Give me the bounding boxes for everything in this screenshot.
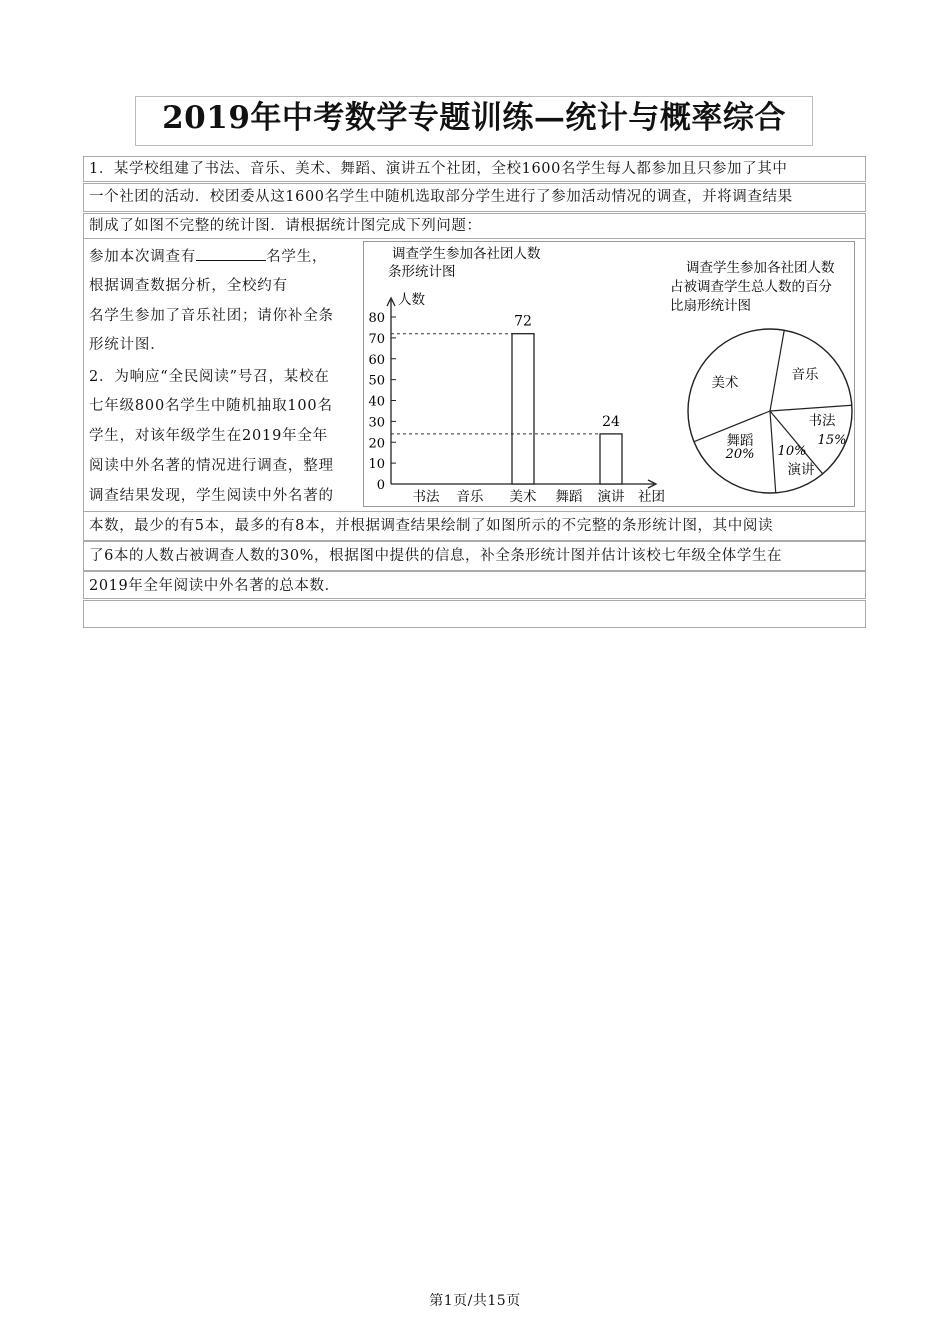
bar-category-label: 书法 <box>412 489 440 505</box>
q2-side-3: 学生，对该年级学生在2019年全年 <box>89 428 328 444</box>
bar-xlabel: 社团 <box>638 489 665 505</box>
pie-label-音乐: 音乐 <box>791 367 819 383</box>
bar-category-label: 演讲 <box>597 489 625 505</box>
pie-label-演讲: 演讲 <box>787 462 815 478</box>
page-footer: 第1页/共15页 <box>429 1293 521 1309</box>
pie-percent-舞蹈: 20% <box>725 447 755 462</box>
bar-y-tick-label: 50 <box>368 373 385 389</box>
pie-label-舞蹈: 舞蹈 <box>726 433 754 449</box>
bar-ticks <box>368 311 396 493</box>
pie-label-美术: 美术 <box>711 375 739 391</box>
bar-y-tick-label: 80 <box>368 311 385 326</box>
q1-side-1-post: 名学生， <box>266 249 328 265</box>
bar-category-label: 音乐 <box>456 489 484 505</box>
chart-svg <box>364 242 854 506</box>
q1-side-1-pre: 参加本次调查有 <box>89 249 197 265</box>
pie-title-line-2: 占被调查学生总人数的百分 <box>670 279 832 295</box>
bar-y-tick-label: 0 <box>376 478 385 493</box>
q2-line-1: 本数，最少的有5本，最多的有8本，并根据调查结果绘制了如图所示的不完整的条形统计图，其中阅读 <box>83 511 866 541</box>
bar-y-tick-label: 40 <box>368 394 385 410</box>
pie-chart <box>688 329 852 493</box>
bar-category-label: 舞蹈 <box>555 489 583 505</box>
bar-title-line-2: 条形统计图 <box>388 264 456 280</box>
q2-side-1: 2．为响应“全民阅读”号召，某校在 <box>89 369 330 385</box>
bar-演讲 <box>600 434 622 484</box>
bar-y-tick-label: 20 <box>368 436 385 452</box>
pie-percent-书法: 15% <box>817 433 847 448</box>
answer-blank[interactable] <box>196 244 266 261</box>
chart-figure <box>363 241 855 507</box>
q2-side-2: 七年级800名学生中随机抽取100名 <box>89 398 333 414</box>
bar-category-label: 美术 <box>509 489 537 505</box>
pie-title-line-1: 调查学生参加各社团人数 <box>686 260 835 276</box>
bar-y-tick-label: 10 <box>368 457 385 473</box>
bar-data-label: 72 <box>514 313 532 330</box>
q1-side-2: 根据调查数据分析，全校约有 <box>89 278 288 294</box>
bar-y-tick-label: 30 <box>368 415 385 431</box>
bar-y-tick-label: 70 <box>368 331 385 347</box>
pie-title-line-3: 比扇形统计图 <box>670 298 751 314</box>
pie-label-书法: 书法 <box>808 413 836 429</box>
q2-side-5: 调查结果发现，学生阅读中外名著的 <box>89 488 334 504</box>
bar-data-label: 24 <box>602 413 620 430</box>
page-title: 2019年中考数学专题训练—统计与概率综合 <box>162 100 786 136</box>
q1-line-2: 一个社团的活动．校团委从这1600名学生中随机选取部分学生进行了参加活动情况的调查，并将调查结果 <box>83 183 866 212</box>
bar-title-line-1: 调查学生参加各社团人数 <box>392 246 541 262</box>
bar-美术 <box>512 334 534 484</box>
q1-side-4: 形统计图． <box>89 337 166 353</box>
bar-categories <box>413 488 626 505</box>
q1-line-3: 制成了如图不完整的统计图．请根据统计图完成下列问题： <box>83 213 866 239</box>
q1-side-1 <box>89 242 327 272</box>
q1-line-1: 1．某学校组建了书法、音乐、美术、舞蹈、演讲五个社团，全校1600名学生每人都参加且只参加了其中 <box>83 156 866 182</box>
bar-marks <box>391 314 622 484</box>
bar-ylabel: 人数 <box>398 292 425 308</box>
q1-side-3: 名学生参加了音乐社团；请你补全条 <box>89 308 334 324</box>
pie-percent-演讲: 10% <box>777 444 807 459</box>
q2-line-3: 2019年全年阅读中外名著的总本数． <box>83 571 866 599</box>
answer-area <box>83 600 866 628</box>
q2-side-4: 阅读中外名著的情况进行调查，整理 <box>89 458 334 474</box>
q2-line-2: 了6本的人数占被调查人数的30%，根据图中提供的信息，补全条形统计图并估计该校七年级全体学生在 <box>83 541 866 571</box>
bar-y-tick-label: 60 <box>368 352 385 368</box>
